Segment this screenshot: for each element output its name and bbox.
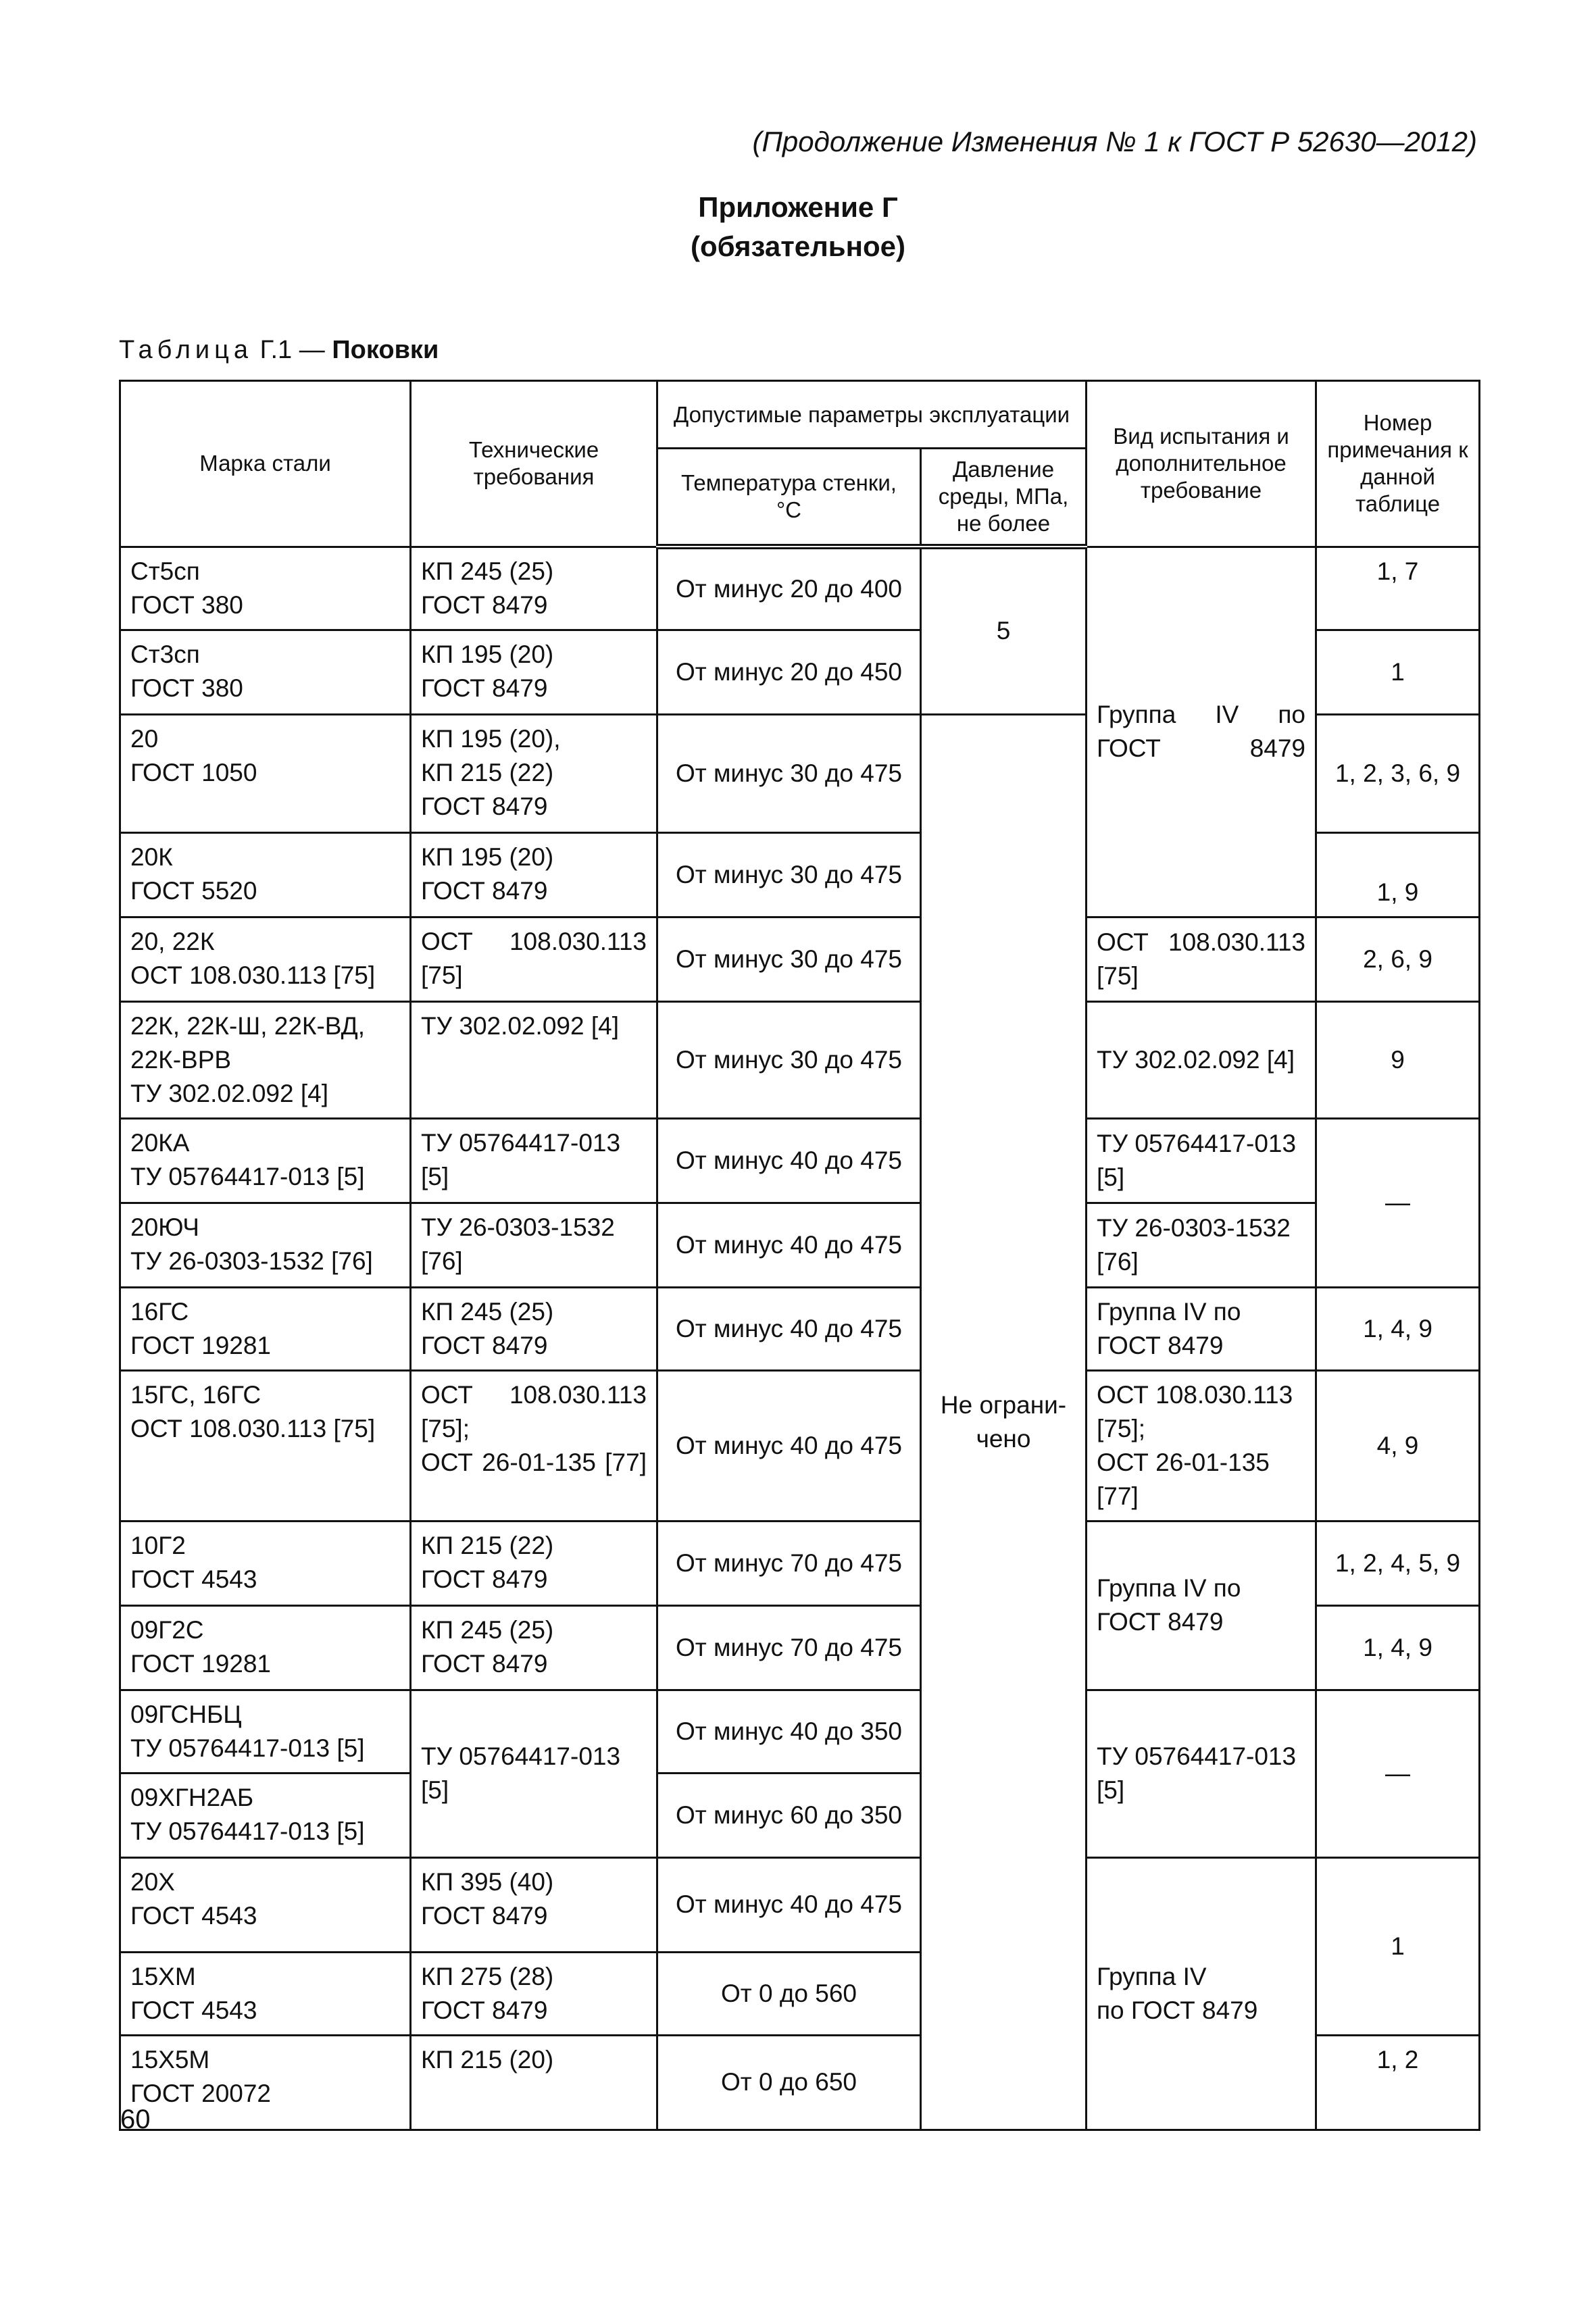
steel-grade-cell [120, 1857, 411, 1952]
test-type-cell [1087, 1287, 1316, 1370]
pressure-cell [921, 714, 1087, 2130]
steel-grade-cell-line: ГОСТ 4543 [130, 1901, 257, 1930]
temperature-cell [657, 630, 921, 714]
temperature-cell [657, 1773, 921, 1857]
note-number-cell [1316, 917, 1480, 1001]
tech-requirements-cell [411, 1690, 657, 1857]
temperature-cell-line: От минус 40 до 475 [675, 1890, 903, 1918]
note-number-cell-line: 4, 9 [1376, 1431, 1419, 1459]
tech-requirements-cell [411, 1857, 657, 1952]
note-number-cell-line: 1, 4, 9 [1363, 1314, 1432, 1342]
test-type-cell-line: Группа IV по [1097, 701, 1306, 728]
header-steel-grade: Марка стали [120, 381, 411, 547]
note-number-cell [1316, 1287, 1480, 1370]
test-type-cell [1087, 1857, 1316, 2130]
steel-grade-cell [120, 1370, 411, 1521]
table-row [120, 1690, 1480, 1773]
test-type-cell-line: Группа IV [1097, 1962, 1207, 1990]
header-tech-requirements: Технические требования [411, 381, 657, 547]
temperature-cell-line: От минус 20 до 400 [675, 574, 903, 603]
temperature-cell [657, 1952, 921, 2035]
tech-requirements-cell-line: ГОСТ 8479 [421, 792, 548, 820]
tech-requirements-cell-line: КП 245 (25) [421, 557, 554, 585]
steel-grade-cell-line: 09Г2С [130, 1615, 204, 1644]
test-type-cell-line: ОСТ 108.030.113 [1097, 928, 1306, 956]
appendix-title [0, 188, 1596, 266]
pressure-cell [921, 547, 1087, 714]
tech-requirements-cell [411, 1605, 657, 1690]
pressure-cell-line: чено [976, 1424, 1031, 1453]
table-row [120, 1521, 1480, 1605]
steel-grade-cell-line: ТУ 05764417-013 [5] [130, 1734, 365, 1762]
temperature-cell-line: От минус 40 до 475 [675, 1431, 903, 1459]
tech-requirements-cell-line: КП 215 (20) [421, 2045, 554, 2073]
steel-grade-cell-line: 20ЮЧ [130, 1213, 199, 1241]
tech-requirements-cell [411, 1521, 657, 1605]
steel-grade-cell [120, 917, 411, 1001]
tech-requirements-cell [411, 547, 657, 630]
note-number-cell-line: 1 [1391, 1932, 1405, 1960]
note-number-cell [1316, 1521, 1480, 1605]
temperature-cell [657, 832, 921, 917]
appendix-name: Приложение Г [698, 191, 898, 223]
table-row [120, 1001, 1480, 1118]
steel-grade-cell [120, 630, 411, 714]
temperature-cell [657, 714, 921, 832]
steel-grade-cell-line: Ст3сп [130, 640, 200, 668]
steel-grade-cell-line: 15ХМ [130, 1962, 196, 1990]
table-row [120, 1118, 1480, 1203]
test-type-cell-line: [5] [1097, 1776, 1125, 1804]
header-pressure: Давление среды, МПа, не более [921, 449, 1087, 547]
pressure-cell-line: Не ограни- [940, 1390, 1067, 1419]
table-body [120, 547, 1480, 2130]
steel-grade-cell-line: ГОСТ 20072 [130, 2079, 271, 2107]
steel-grade-cell [120, 714, 411, 832]
steel-grade-cell [120, 2035, 411, 2130]
note-number-cell-line: 2, 6, 9 [1363, 945, 1432, 973]
steel-grade-cell-line: ГОСТ 4543 [130, 1996, 257, 2024]
tech-requirements-cell-line: ГОСТ 8479 [421, 1901, 548, 1930]
steel-grade-cell [120, 1287, 411, 1370]
tech-requirements-cell [411, 1952, 657, 2035]
table-row [120, 1857, 1480, 1952]
steel-grade-cell-line: ТУ 05764417-013 [5] [130, 1817, 365, 1845]
test-type-cell [1087, 917, 1316, 1001]
temperature-cell [657, 1287, 921, 1370]
steel-grade-cell-line: ГОСТ 5520 [130, 876, 257, 905]
tech-requirements-cell [411, 832, 657, 917]
test-type-cell-line: ГОСТ 8479 [1097, 1608, 1224, 1636]
temperature-cell-line: От минус 70 до 475 [675, 1633, 903, 1661]
steel-grade-cell-line: 20Х [130, 1867, 175, 1896]
tech-requirements-cell-line: ТУ 05764417-013 [421, 1128, 621, 1157]
steel-grade-cell [120, 1952, 411, 2035]
temperature-cell-line: От минус 30 до 475 [675, 1045, 903, 1074]
continuation-header: (Продолжение Изменения № 1 к ГОСТ Р 52630—2012) [752, 126, 1477, 157]
temperature-cell [657, 1370, 921, 1521]
note-number-cell-line: 1, 2, 4, 5, 9 [1335, 1549, 1461, 1577]
note-number-cell-line: 9 [1391, 1045, 1405, 1074]
tech-requirements-cell [411, 1118, 657, 1203]
tech-requirements-cell-line: ТУ 05764417-013 [421, 1742, 621, 1770]
tech-requirements-cell-line: КП 215 (22) [421, 758, 554, 786]
tech-requirements-cell-line: ОСТ 26-01-135 [77] [421, 1448, 647, 1476]
test-type-cell-line: [75]; [1097, 1414, 1146, 1442]
tech-requirements-cell-line: ГОСТ 8479 [421, 1331, 548, 1359]
steel-grade-cell-line: 09ГСНБЦ [130, 1700, 242, 1728]
tech-requirements-cell [411, 630, 657, 714]
tech-requirements-cell-line: ТУ 302.02.092 [4] [421, 1011, 619, 1040]
table-row [120, 1287, 1480, 1370]
test-type-cell-line: ГОСТ 8479 [1097, 1331, 1224, 1359]
steel-grade-cell-line: ОСТ 108.030.113 [75] [130, 961, 376, 989]
steel-grade-cell [120, 1521, 411, 1605]
note-number-cell-line: 1, 2 [1376, 2045, 1419, 2073]
test-type-cell [1087, 1203, 1316, 1287]
temperature-cell-line: От минус 40 до 475 [675, 1314, 903, 1342]
tech-requirements-cell [411, 917, 657, 1001]
temperature-cell [657, 1605, 921, 1690]
appendix-status: (обязательное) [690, 230, 905, 262]
note-number-cell-line: 1, 4, 9 [1363, 1633, 1432, 1661]
table-caption [119, 336, 439, 365]
note-number-cell [1316, 1118, 1480, 1287]
temperature-cell [657, 1001, 921, 1118]
note-number-cell [1316, 1690, 1480, 1857]
header-operating-params: Допустимые параметры эксплуатации [657, 381, 1087, 449]
note-number-cell [1316, 1370, 1480, 1521]
test-type-cell-line: ТУ 26-0303-1532 [1097, 1213, 1291, 1242]
tech-requirements-cell-line: ТУ 26-0303-1532 [421, 1213, 615, 1241]
table-row [120, 1370, 1480, 1521]
tech-requirements-cell-line: ГОСТ 8479 [421, 1565, 548, 1593]
test-type-cell [1087, 1370, 1316, 1521]
temperature-cell-line: От минус 40 до 475 [675, 1230, 903, 1259]
test-type-cell-line: ТУ 05764417-013 [1097, 1742, 1297, 1770]
temperature-cell-line: От минус 30 до 475 [675, 759, 903, 787]
steel-grade-cell [120, 1605, 411, 1690]
tech-requirements-cell [411, 714, 657, 832]
steel-grade-cell-line: 20, 22К [130, 927, 215, 955]
test-type-cell-line: ТУ 302.02.092 [4] [1097, 1045, 1295, 1074]
steel-grade-cell-line: Ст5сп [130, 557, 200, 585]
steel-grade-cell-line: 22К-ВРВ [130, 1045, 232, 1074]
steel-grade-cell [120, 1773, 411, 1857]
steel-grade-cell [120, 1690, 411, 1773]
steel-grade-cell-line: 15ГС, 16ГС [130, 1380, 261, 1409]
test-type-cell [1087, 1118, 1316, 1203]
tech-requirements-cell-line: КП 395 (40) [421, 1867, 554, 1896]
table-row [120, 547, 1480, 630]
tech-requirements-cell-line: ГОСТ 8479 [421, 590, 548, 619]
steel-grade-cell-line: 15Х5М [130, 2045, 210, 2073]
temperature-cell-line: От минус 70 до 475 [675, 1549, 903, 1577]
temperature-cell-line: От минус 60 до 350 [675, 1801, 903, 1829]
temperature-cell-line: От минус 30 до 475 [675, 860, 903, 888]
note-number-cell-line: — [1385, 1188, 1411, 1216]
note-number-cell-line: — [1385, 1759, 1411, 1787]
header-wall-temperature: Температура стенки, °С [657, 449, 921, 547]
note-number-cell [1316, 547, 1480, 630]
tech-requirements-cell [411, 1287, 657, 1370]
temperature-cell [657, 917, 921, 1001]
table-caption-number: Г.1 — [259, 336, 325, 364]
page-number: 60 [120, 2105, 151, 2134]
steel-grade-cell-line: ТУ 302.02.092 [4] [130, 1079, 328, 1107]
steel-grade-cell [120, 1001, 411, 1118]
temperature-cell [657, 1521, 921, 1605]
steel-grade-cell-line: 20КА [130, 1128, 190, 1157]
steel-grade-cell-line: 09ХГН2АБ [130, 1783, 254, 1811]
steel-grade-cell-line: 22К, 22К-Ш, 22К-ВД, [130, 1011, 366, 1040]
tech-requirements-cell [411, 1203, 657, 1287]
test-type-cell-line: по ГОСТ 8479 [1097, 1996, 1258, 2024]
steel-grade-cell-line: ГОСТ 19281 [130, 1331, 271, 1359]
tech-requirements-cell-line: [75]; [421, 1414, 470, 1442]
steel-grade-cell-line: ГОСТ 380 [130, 674, 243, 702]
test-type-cell-line: Группа IV по [1097, 1297, 1241, 1326]
note-number-cell-line: 1, 7 [1376, 557, 1419, 585]
test-type-cell-line: [5] [1097, 1163, 1125, 1191]
tech-requirements-cell-line: ГОСТ 8479 [421, 1649, 548, 1678]
temperature-cell-line: От 0 до 650 [720, 2068, 857, 2096]
steel-grade-cell-line: ГОСТ 1050 [130, 758, 257, 786]
tech-requirements-cell-line: [75] [421, 961, 463, 989]
note-number-cell [1316, 714, 1480, 832]
forgings-table [119, 380, 1480, 2131]
steel-grade-cell-line: ГОСТ 380 [130, 590, 243, 619]
steel-grade-cell-line: 20 [130, 724, 159, 753]
note-number-cell-line: 1, 2, 3, 6, 9 [1335, 759, 1461, 787]
temperature-cell [657, 547, 921, 630]
steel-grade-cell [120, 832, 411, 917]
header-test-type: Вид испытания и дополнительное требование [1087, 381, 1316, 547]
note-number-cell [1316, 1605, 1480, 1690]
note-number-cell-line: 1 [1391, 657, 1405, 686]
test-type-cell-line: ГОСТ 8479 [1097, 734, 1306, 762]
tech-requirements-cell-line: [5] [421, 1162, 449, 1190]
tech-requirements-cell-line: КП 275 (28) [421, 1962, 554, 1990]
note-number-cell [1316, 1857, 1480, 2035]
temperature-cell [657, 1203, 921, 1287]
test-type-cell-line: Группа IV по [1097, 1574, 1241, 1602]
test-type-cell-line: [75] [1097, 961, 1139, 990]
steel-grade-cell-line: ОСТ 108.030.113 [75] [130, 1414, 376, 1442]
test-type-cell [1087, 1521, 1316, 1690]
tech-requirements-cell-line: ОСТ 108.030.113 [421, 927, 647, 955]
note-number-cell [1316, 2035, 1480, 2130]
steel-grade-cell-line: 10Г2 [130, 1531, 186, 1559]
table-row [120, 1203, 1480, 1287]
tech-requirements-cell [411, 1370, 657, 1521]
tech-requirements-cell-line: [76] [421, 1247, 463, 1275]
temperature-cell [657, 1690, 921, 1773]
steel-grade-cell [120, 1203, 411, 1287]
pressure-cell-line: 5 [996, 617, 1011, 645]
tech-requirements-cell-line: КП 195 (20) [421, 640, 554, 668]
steel-grade-cell-line: 16ГС [130, 1297, 189, 1326]
steel-grade-cell-line: ГОСТ 19281 [130, 1649, 271, 1678]
tech-requirements-cell [411, 2035, 657, 2130]
steel-grade-cell [120, 547, 411, 630]
tech-requirements-cell-line: ГОСТ 8479 [421, 876, 548, 905]
note-number-cell [1316, 832, 1480, 917]
steel-grade-cell-line: ТУ 05764417-013 [5] [130, 1162, 365, 1190]
note-number-cell-line: 1, 9 [1376, 878, 1419, 906]
tech-requirements-cell-line: ОСТ 108.030.113 [421, 1380, 647, 1409]
tech-requirements-cell-line: [5] [421, 1776, 449, 1804]
temperature-cell-line: От 0 до 560 [720, 1979, 857, 2007]
test-type-cell [1087, 1690, 1316, 1857]
temperature-cell-line: От минус 40 до 350 [675, 1717, 903, 1745]
test-type-cell-line: [76] [1097, 1247, 1139, 1276]
tech-requirements-cell [411, 1001, 657, 1118]
tech-requirements-cell-line: ГОСТ 8479 [421, 1996, 548, 2024]
test-type-cell-line: ТУ 05764417-013 [1097, 1129, 1297, 1157]
steel-grade-cell-line: 20К [130, 842, 173, 871]
steel-grade-cell-line: ТУ 26-0303-1532 [76] [130, 1247, 373, 1275]
tech-requirements-cell-line: КП 245 (25) [421, 1297, 554, 1326]
header-note-number: Номер примечания к данной таблице [1316, 381, 1480, 547]
temperature-cell-line: От минус 40 до 475 [675, 1146, 903, 1174]
temperature-cell-line: От минус 30 до 475 [675, 945, 903, 973]
steel-grade-cell [120, 1118, 411, 1203]
note-number-cell [1316, 1001, 1480, 1118]
note-number-cell [1316, 630, 1480, 714]
table-caption-title: Поковки [332, 336, 439, 364]
test-type-cell-line: ОСТ 26-01-135 [77] [1097, 1448, 1270, 1510]
table-row [120, 917, 1480, 1001]
temperature-cell [657, 2035, 921, 2130]
tech-requirements-cell-line: ГОСТ 8479 [421, 674, 548, 702]
temperature-cell-line: От минус 20 до 450 [675, 657, 903, 686]
tech-requirements-cell-line: КП 215 (22) [421, 1531, 554, 1559]
steel-grade-cell-line: ГОСТ 4543 [130, 1565, 257, 1593]
temperature-cell [657, 1857, 921, 1952]
test-type-cell [1087, 1001, 1316, 1118]
tech-requirements-cell-line: КП 195 (20) [421, 842, 554, 871]
test-type-cell [1087, 547, 1316, 917]
table-caption-prefix: Таблица [119, 336, 253, 364]
tech-requirements-cell-line: КП 195 (20), [421, 724, 561, 753]
test-type-cell-line: ОСТ 108.030.113 [1097, 1380, 1293, 1409]
tech-requirements-cell-line: КП 245 (25) [421, 1615, 554, 1644]
temperature-cell [657, 1118, 921, 1203]
